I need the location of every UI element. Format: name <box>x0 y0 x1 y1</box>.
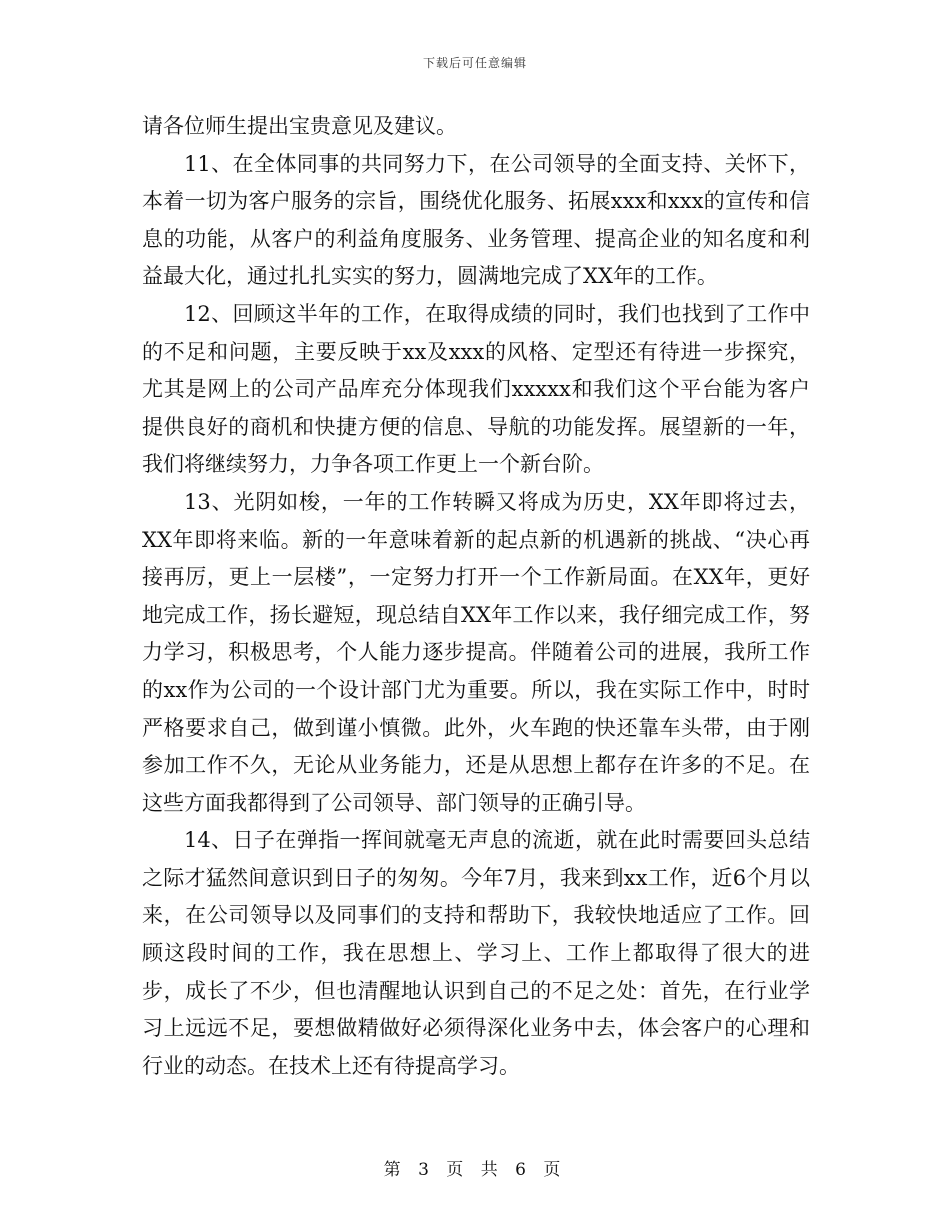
page-header: 下载后可任意编辑 <box>422 56 527 70</box>
paragraph-item-11: 11、在全体同事的共同努力下，在公司领导的全面支持、关怀下，本着一切为客户服务的宗旨，围绕优化服务、拓展xxx和xxx的宣传和信息的功能，从客户的利益角度服务、业务管理、提高企业的知名度和利益最大化，通过扎扎实实的努力，圆满地完成了XX年的工作。 <box>142 151 810 289</box>
paragraph-item-13: 13、光阴如梭，一年的工作转瞬又将成为历史，XX年即将过去，XX年即将来临。新的一年意味着新的起点新的机遇新的挑战、“决心再接再厉，更上一层楼”，一定努力打开一个工作新局面。在XX年，更好地完成工作，扬长避短，现总结自XX年工作以来，我仔细完成工作，努力学习，积极思考，个人能力逐步提高。伴随着公司的进展，我所工作的xx作为公司的一个设计部门尤为重要。所以，我在实际工作中，时时严格要求自己，做到谨小慎微。此外，火车跑的快还靠车头带，由于刚参加工作不久，无论从业务能力，还是从思想上都存在许多的不足。在这些方面我都得到了公司领导、部门领导的正确引导。 <box>142 489 810 815</box>
paragraph-item-12: 12、回顾这半年的工作，在取得成绩的同时，我们也找到了工作中的不足和问题，主要反映于xx及xxx的风格、定型还有待进一步探究，尤其是网上的公司产品库充分体现我们xxxxx和我们这个平台能为客户提供良好的商机和快捷方便的信息、导航的功能发挥。展望新的一年，我们将继续努力，力争各项工作更上一个新台阶。 <box>142 301 810 477</box>
document-body <box>142 108 810 1085</box>
page-number-footer: 第 3 页 共 6 页 <box>383 1160 567 1180</box>
paragraph-item-14: 14、日子在弹指一挥间就毫无声息的流逝，就在此时需要回头总结之际才猛然间意识到日子的匆匆。今年7月，我来到xx工作，近6个月以来，在公司领导以及同事们的支持和帮助下，我较快地适应了工作。回顾这段时间的工作，我在思想上、学习上、工作上都取得了很大的进步，成长了不少，但也清醒地认识到自己的不足之处：首先，在行业学习上远远不足，要想做精做好必须得深化业务中去，体会客户的心理和行业的动态。在技术上还有待提高学习。 <box>142 828 810 1078</box>
paragraph-continuation: 请各位师生提出宝贵意见及建议。 <box>142 114 457 138</box>
